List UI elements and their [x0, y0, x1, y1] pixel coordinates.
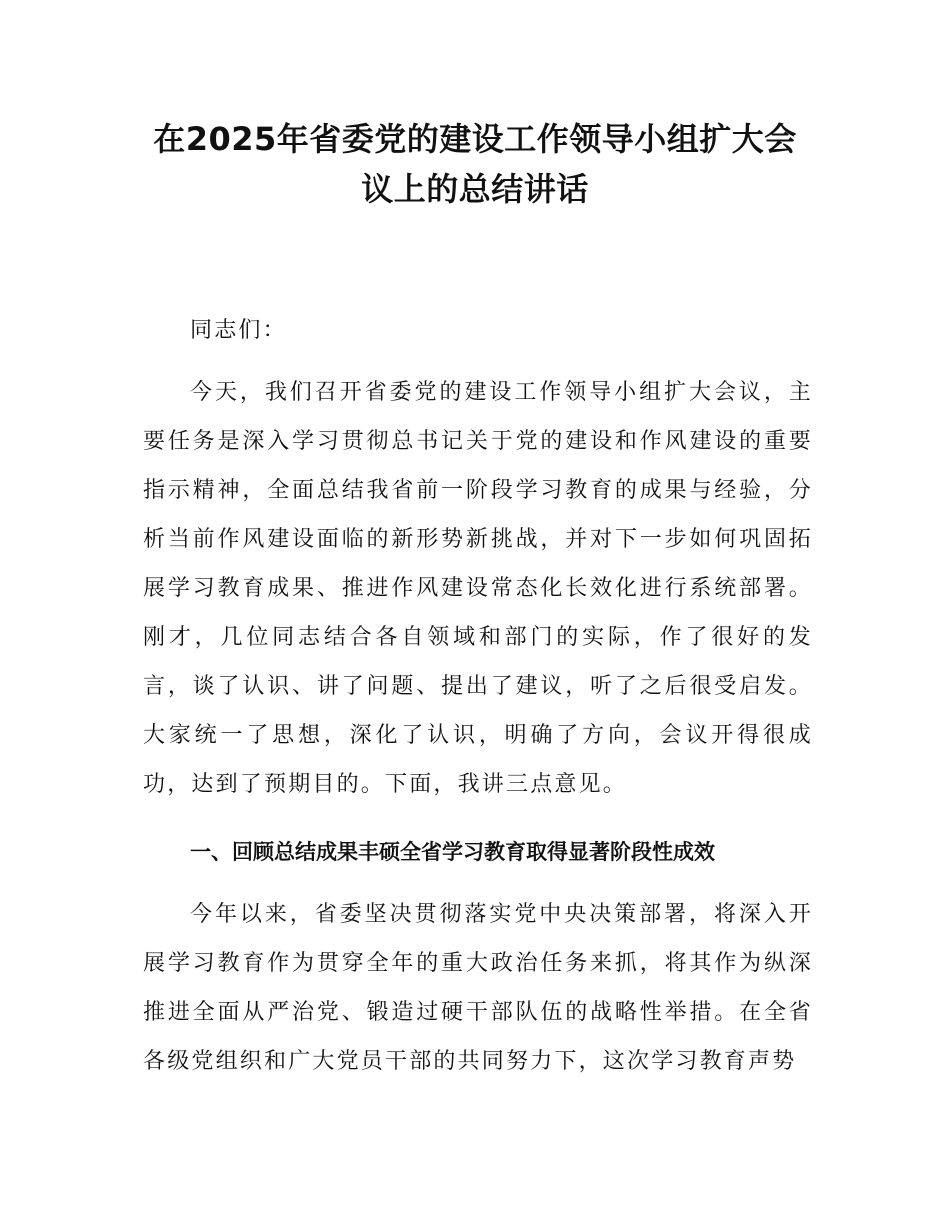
- paragraph-section-1: 今年以来，省委坚决贯彻落实党中央决策部署，将深入开展学习教育作为贯穿全年的重大政治任务来抓，将其作为纵深推进全面从严治党、锻造过硬干部队伍的战略性举措。在全省各级党组织和广大党员干部的共同努力下，这次学习教育声势: [143, 902, 813, 1074]
- document-title: [120, 114, 830, 214]
- section-heading-1: 一、回顾总结成果丰硕全省学习教育取得显著阶段性成效: [190, 840, 715, 864]
- title-line-1: 在2025年省委党的建设工作领导小组扩大会: [153, 120, 797, 158]
- paragraph-opening: 今天，我们召开省委党的建设工作领导小组扩大会议，主要任务是深入学习贯彻总书记关于党的建设和作风建设的重要指示精神，全面总结我省前一阶段学习教育的成果与经验，分析当前作风建设面临的新形势新挑战，并对下一步如何巩固拓展学习教育成果、推进作风建设常态化长效化进行系统部署。刚才，几位同志结合各自领域和部门的实际，作了很好的发言，谈了认识、讲了问题、提出了建议，听了之后很受启发。大家统一了思想，深化了认识，明确了方向，会议开得很成功，达到了预期目的。下面，我讲三点意见。: [143, 380, 813, 797]
- title-line-2: 议上的总结讲话: [361, 170, 589, 208]
- salutation: 同志们：: [190, 318, 287, 343]
